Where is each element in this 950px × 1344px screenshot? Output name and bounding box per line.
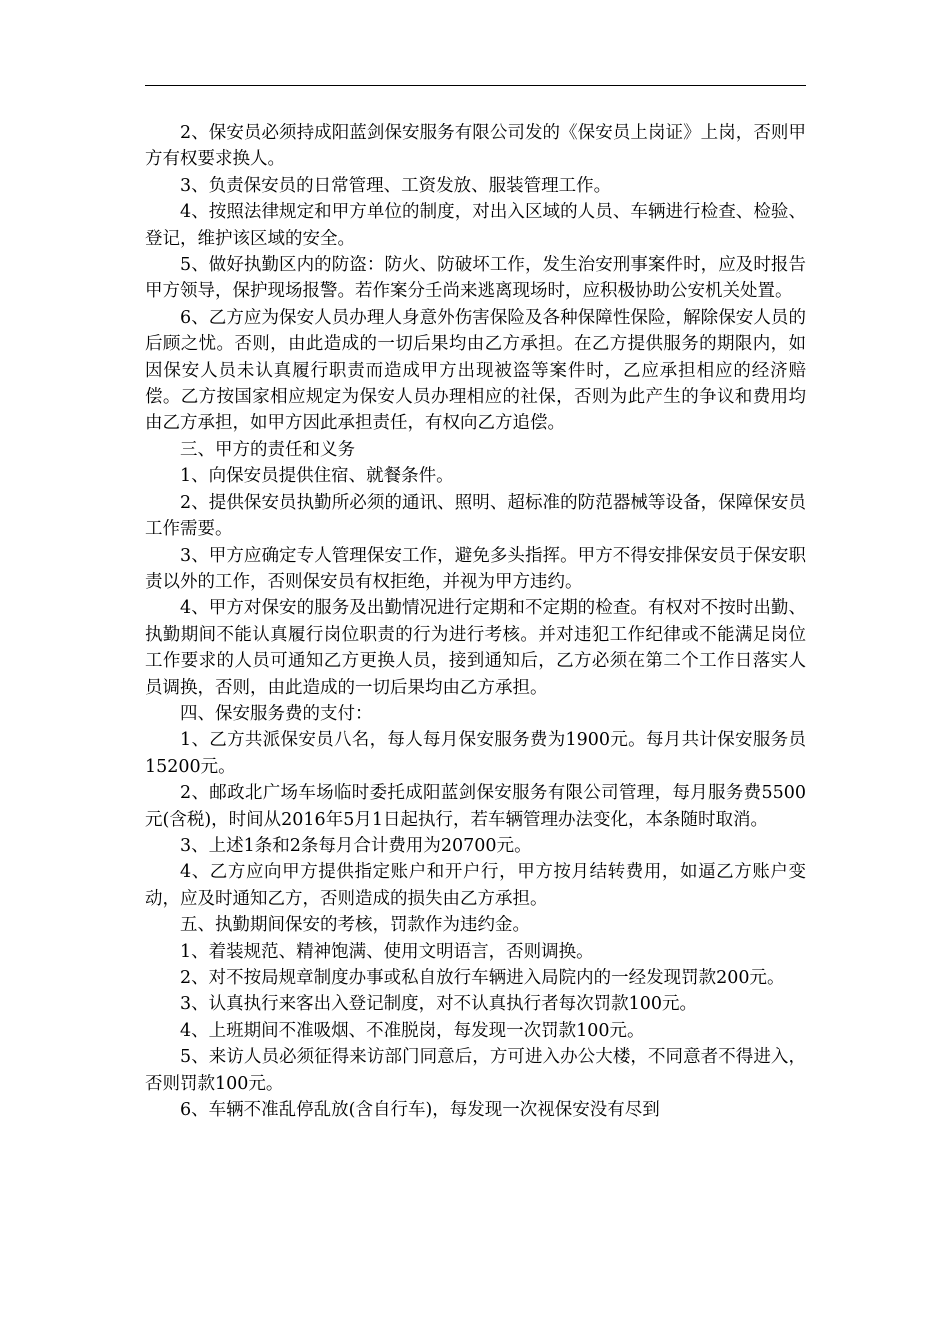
paragraph: 2、保安员必须持成阳蓝剑保安服务有限公司发的《保安员上岗证》上岗，否则甲方有权要求换人。	[145, 123, 806, 170]
paragraph: 2、邮政北广场车场临时委托成阳蓝剑保安服务有限公司管理，每月服务费5500元(含税)，时间从2016年5月1日起执行，若车辆管理办法变化，本条随时取消。	[145, 783, 806, 830]
paragraph: 3、负责保安员的日常管理、工资发放、服装管理工作。	[180, 175, 612, 196]
paragraph: 1、向保安员提供住宿、就餐条件。	[180, 466, 454, 487]
paragraph: 3、甲方应确定专人管理保安工作，避免多头指挥。甲方不得安排保安员于保安职责以外的工作，否则保安员有权拒绝，并视为甲方违约。	[145, 545, 806, 592]
paragraph: 4、按照法律规定和甲方单位的制度，对出入区域的人员、车辆进行检查、检验、登记，维护该区域的安全。	[145, 202, 806, 249]
section-heading: 三、甲方的责任和义务	[180, 439, 355, 460]
paragraph: 4、甲方对保安的服务及出勤情况进行定期和不定期的检查。有权对不按时出勤、执勤期间不能认真履行岗位职责的行为进行考核。并对违犯工作纪律或不能满足岗位工作要求的人员可通知乙方更换人员，接到通知后，乙方必须在第二个工作日落实人员调换，否则，由此造成的一切后果均由乙方承担。	[145, 598, 806, 698]
document-body	[145, 120, 806, 1123]
paragraph: 4、乙方应向甲方提供指定账户和开户行，甲方按月结转费用，如逼乙方账户变动，应及时通知乙方，否则造成的损失由乙方承担。	[145, 862, 806, 909]
paragraph: 3、认真执行来客出入登记制度，对不认真执行者每次罚款100元。	[180, 994, 698, 1015]
paragraph: 6、乙方应为保安人员办理人身意外伤害保险及各种保障性保险，解除保安人员的后顾之忧。否则，由此造成的一切后果均由乙方承担。在乙方提供服务的期限内，如因保安人员未认真履行职责而造成甲方出现被盗等案件时，乙应承担相应的经济赔偿。乙方按国家相应规定为保安人员办理相应的社保，否则为此产生的争议和费用均由乙方承担，如甲方因此承担责任，有权向乙方追偿。	[145, 307, 806, 434]
header-rule	[145, 85, 806, 86]
paragraph: 6、车辆不准乱停乱放(含自行车)，每发现一次视保安没有尽到	[180, 1100, 660, 1121]
section-heading: 五、执勤期间保安的考核，罚款作为违约金。	[180, 915, 530, 936]
paragraph: 5、来访人员必须征得来访部门同意后，方可进入办公大楼，不同意者不得进入，否则罚款100元。	[145, 1047, 806, 1094]
paragraph: 2、提供保安员执勤所必须的通讯、照明、超标准的防范器械等设备，保障保安员工作需要。	[145, 492, 806, 540]
paragraph: 4、上班期间不准吸烟、不准脱岗，每发现一次罚款100元。	[180, 1020, 645, 1041]
paragraph: 1、乙方共派保安员八名，每人每月保安服务费为1900元。每月共计保安服务员15200元。	[145, 730, 806, 777]
paragraph: 3、上述1条和2条每月合计费用为20700元。	[180, 835, 532, 856]
section-heading: 四、保安服务费的支付：	[180, 703, 373, 724]
paragraph: 5、做好执勤区内的防盗：防火、防破坏工作，发生治安刑事案件时，应及时报告甲方领导，保护现场报警。若作案分壬尚来逃离现场时，应积极协助公安机关处置。	[145, 255, 806, 302]
paragraph: 1、着装规范、精神饱满、使用文明语言，否则调换。	[180, 941, 594, 962]
paragraph: 2、对不按局规章制度办事或私自放行车辆进入局院内的一经发现罚款200元。	[180, 968, 785, 988]
